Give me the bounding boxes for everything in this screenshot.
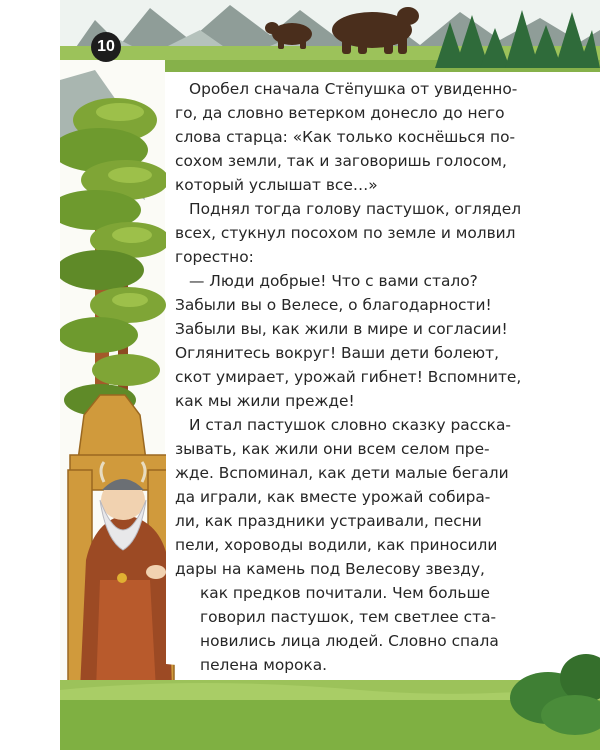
text-line: Оглянитесь вокруг! Ваши дети болеют, [175,344,499,362]
text-line: ли, как праздники устраивали, песни [175,512,482,530]
text-line: новились лица людей. Словно спала [200,632,499,650]
page-number: 10 [91,32,121,62]
text-line: который услышат все…» [175,176,378,194]
text-line: да играли, как вместе урожай собира- [175,488,491,506]
text-line: жде. Вспоминал, как дети малые бегали [175,464,509,482]
text-line: Забыли вы, как жили в мире и согласии! [175,320,508,338]
text-line: зывать, как жили они всем селом пре- [175,440,490,458]
text-line: сохом земли, так и заговоришь голосом, [175,152,507,170]
text-line: как предков почитали. Чем больше [200,584,491,602]
text-line: горестно: [175,248,254,266]
text-line: Забыли вы о Велесе, о благодарности! [175,296,492,314]
text-line: И стал пастушок словно сказку расска- [189,416,511,434]
text-line: Поднял тогда голову пастушок, оглядел [189,200,522,218]
text-line: пелена морока. [200,656,328,674]
text-line: дары на камень под Велесову звезду, [175,560,485,578]
text-line: пели, хороводы водили, как приносили [175,536,498,554]
text-line: говорил пастушок, тем светлее ста- [200,608,497,626]
text-line: Оробел сначала Стёпушка от увиденно- [189,80,518,98]
text-line: го, да словно ветерком донесло до него [175,104,505,122]
text-line: — Люди добрые! Что с вами стало? [189,272,478,290]
text-line: слова старца: «Как только коснёшься по- [175,128,516,146]
text-line: как мы жили прежде! [175,392,355,410]
text-line: скот умирает, урожай гибнет! Вспомните, [175,368,522,386]
text-line: всех, стукнул посохом по земле и молвил [175,224,516,242]
